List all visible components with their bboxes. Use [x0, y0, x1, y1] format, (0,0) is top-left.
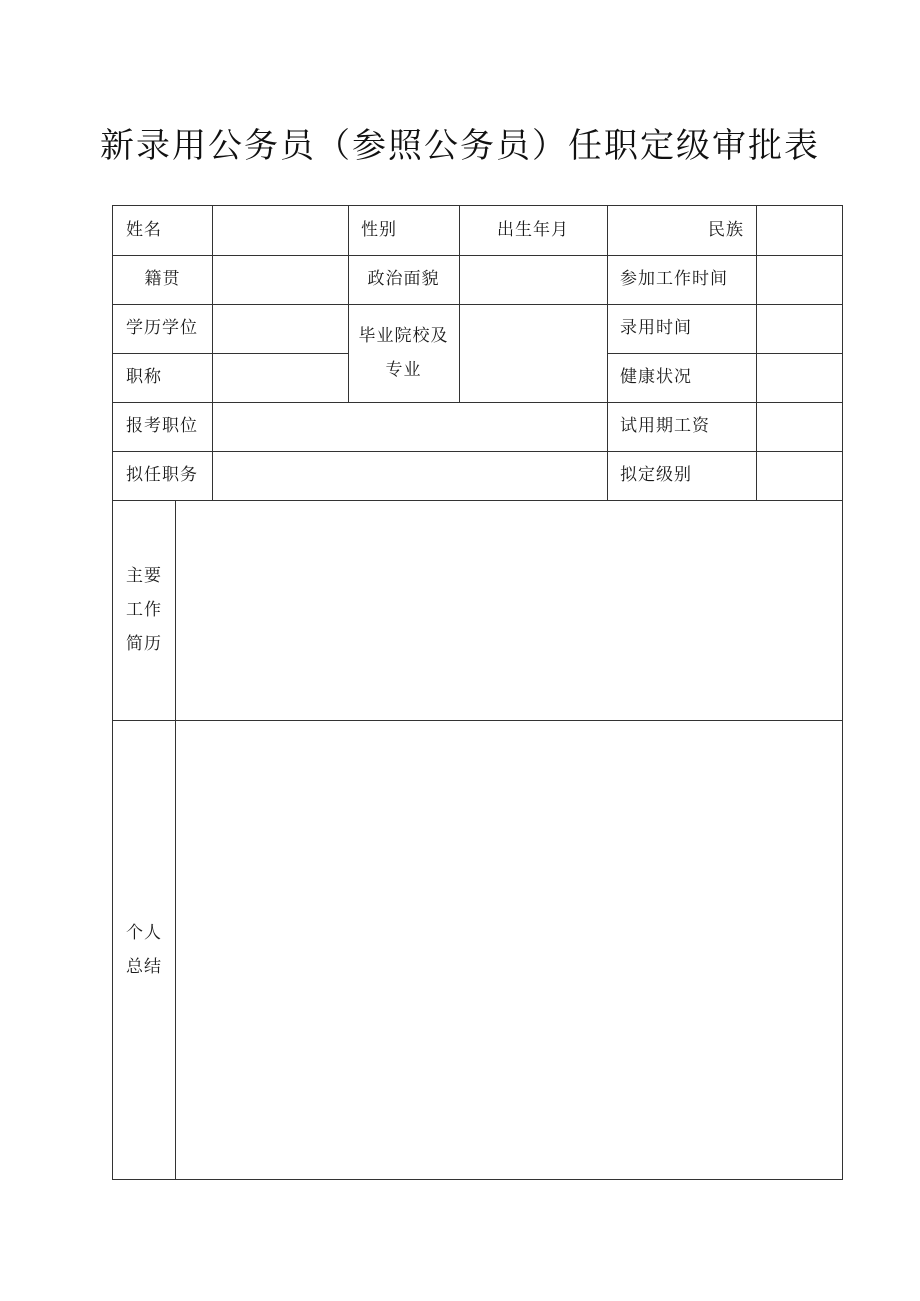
school-label-line2: 专业 — [385, 360, 422, 380]
probation-salary-label: 试用期工资 — [620, 416, 710, 436]
political-status-field[interactable] — [459, 255, 607, 304]
summary-label — [113, 720, 175, 1179]
title-label: 职称 — [126, 367, 162, 387]
ethnicity-label: 民族 — [708, 220, 744, 240]
hire-time-label: 录用时间 — [620, 318, 692, 338]
resume-label-line1: 主要 — [126, 566, 162, 586]
native-place-field[interactable] — [212, 255, 348, 304]
school-major-label — [348, 304, 459, 402]
name-label: 姓名 — [126, 220, 162, 240]
summary-label-line1: 个人 — [126, 922, 162, 943]
applied-position-field[interactable] — [212, 402, 607, 451]
school-label-line1: 毕业院校及 — [358, 326, 449, 346]
birth-label: 出生年月 — [497, 220, 569, 240]
ethnicity-field[interactable] — [756, 206, 842, 255]
summary-field[interactable] — [175, 720, 842, 1179]
political-status-label: 政治面貌 — [367, 269, 440, 289]
resume-field[interactable] — [175, 500, 842, 720]
proposed-post-label: 拟任职务 — [126, 465, 198, 485]
resume-label-line2: 工作 — [126, 600, 162, 620]
proposed-level-label: 拟定级别 — [620, 465, 692, 485]
summary-label-line2: 总结 — [126, 956, 162, 977]
form-title: 新录用公务员（参照公务员）任职定级审批表 — [100, 126, 820, 166]
proposed-level-field[interactable] — [756, 451, 842, 500]
probation-salary-field[interactable] — [756, 402, 842, 451]
health-field[interactable] — [756, 353, 842, 402]
school-major-field[interactable] — [459, 304, 607, 402]
work-start-field[interactable] — [756, 255, 842, 304]
work-start-label: 参加工作时间 — [620, 269, 728, 289]
resume-label — [113, 500, 175, 720]
gender-label: 性别 — [361, 220, 397, 240]
health-label: 健康状况 — [620, 367, 692, 387]
proposed-post-field[interactable] — [212, 451, 607, 500]
native-place-label: 籍贯 — [144, 269, 181, 289]
education-label: 学历学位 — [126, 318, 198, 338]
applied-position-label: 报考职位 — [126, 416, 198, 436]
title-field[interactable] — [212, 353, 348, 402]
name-field[interactable] — [212, 206, 348, 255]
hire-time-field[interactable] — [756, 304, 842, 353]
education-field[interactable] — [212, 304, 348, 353]
resume-label-line3: 简历 — [126, 634, 162, 654]
approval-form-table — [112, 205, 843, 1180]
